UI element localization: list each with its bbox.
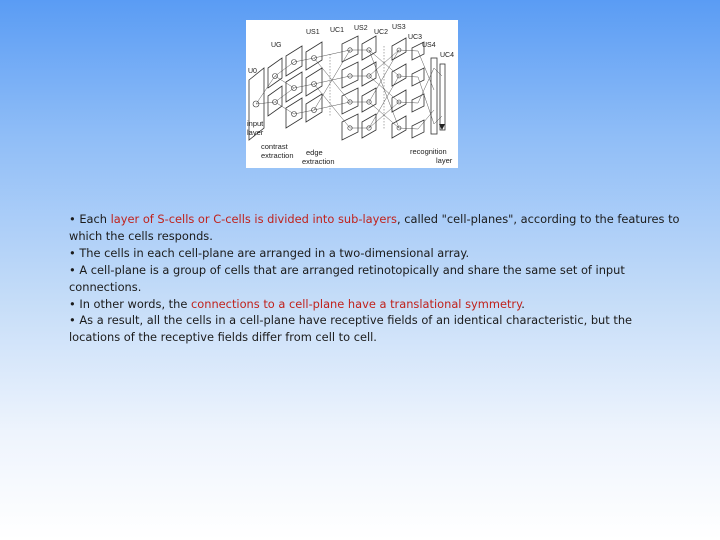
caption-contrast-line1: contrast: [261, 142, 288, 151]
uc4-column: [440, 64, 445, 130]
highlight-text: layer of S-cells or C-cells is divided into sub-layers: [110, 212, 397, 226]
bullet-marker: •: [69, 296, 76, 311]
bullet-text: A cell-plane is a group of cells that are arranged retinotopically and share the same set of input connections.: [69, 262, 625, 294]
label-us3: US3: [392, 24, 406, 31]
label-uc1: UC1: [330, 27, 345, 34]
label-u0: U0: [248, 68, 257, 75]
highlight-text: connections to a cell-plane have a translational symmetry: [191, 296, 522, 311]
caption-edge-line1: edge: [306, 148, 323, 157]
label-uc3: UC3: [408, 34, 423, 41]
neocognitron-diagram: [246, 20, 458, 168]
bullet-3: [69, 262, 681, 296]
uc1-plane-2: [306, 68, 322, 96]
uc1-plane-1: [306, 42, 322, 70]
bullet-text: , called "cell-planes", according to the features to which the cells responds.: [69, 212, 680, 243]
uc1-plane-3: [306, 94, 322, 122]
bullet-marker: •: [69, 245, 76, 260]
caption-recognition-line1: recognition: [410, 147, 447, 156]
bullet-text: As a result, all the cells in a cell-plane have receptive fields of an identical characteristic, but the locations of the receptive fields differ from cell to cell.: [69, 313, 633, 345]
us2-plane-2: [342, 62, 358, 88]
bullet-marker: •: [69, 262, 76, 277]
us2-plane-4: [342, 114, 358, 140]
label-uc2: UC2: [374, 29, 389, 36]
bullet-text: In other words, the: [79, 296, 191, 311]
bullet-1: [69, 211, 681, 245]
label-us4: US4: [422, 42, 436, 49]
bullet-marker: •: [69, 313, 76, 328]
bullet-list: [69, 211, 681, 346]
bullet-2: [69, 245, 681, 262]
us3-plane-1: [392, 38, 406, 60]
contrast-plane-2: [268, 86, 282, 116]
label-us2: US2: [354, 25, 368, 32]
label-uc4: UC4: [440, 52, 455, 59]
caption-contrast-line2: extraction: [261, 151, 294, 160]
us2-plane-3: [342, 88, 358, 114]
bullet-marker: •: [69, 212, 76, 226]
bullet-text: Each: [79, 212, 111, 226]
caption-recognition-line2: layer: [436, 156, 453, 165]
label-us1: US1: [306, 29, 320, 36]
caption-input-line2: layer: [247, 128, 264, 137]
caption-edge-line2: extraction: [302, 157, 335, 166]
bullet-text: .: [521, 296, 525, 311]
us3-plane-2: [392, 64, 406, 86]
neocognitron-diagram-svg: [246, 20, 458, 168]
bullet-4: [69, 296, 681, 313]
us3-plane-4: [392, 116, 406, 138]
cell-circles: [253, 48, 401, 130]
us2-plane-1: [342, 36, 358, 62]
label-ug: UG: [271, 42, 282, 49]
caption-input-line1: input: [247, 119, 264, 128]
bullet-5: [69, 312, 681, 346]
us4-column: [431, 58, 437, 134]
bullet-text: The cells in each cell-plane are arranged in a two-dimensional array.: [79, 245, 470, 260]
us3-plane-3: [392, 90, 406, 112]
